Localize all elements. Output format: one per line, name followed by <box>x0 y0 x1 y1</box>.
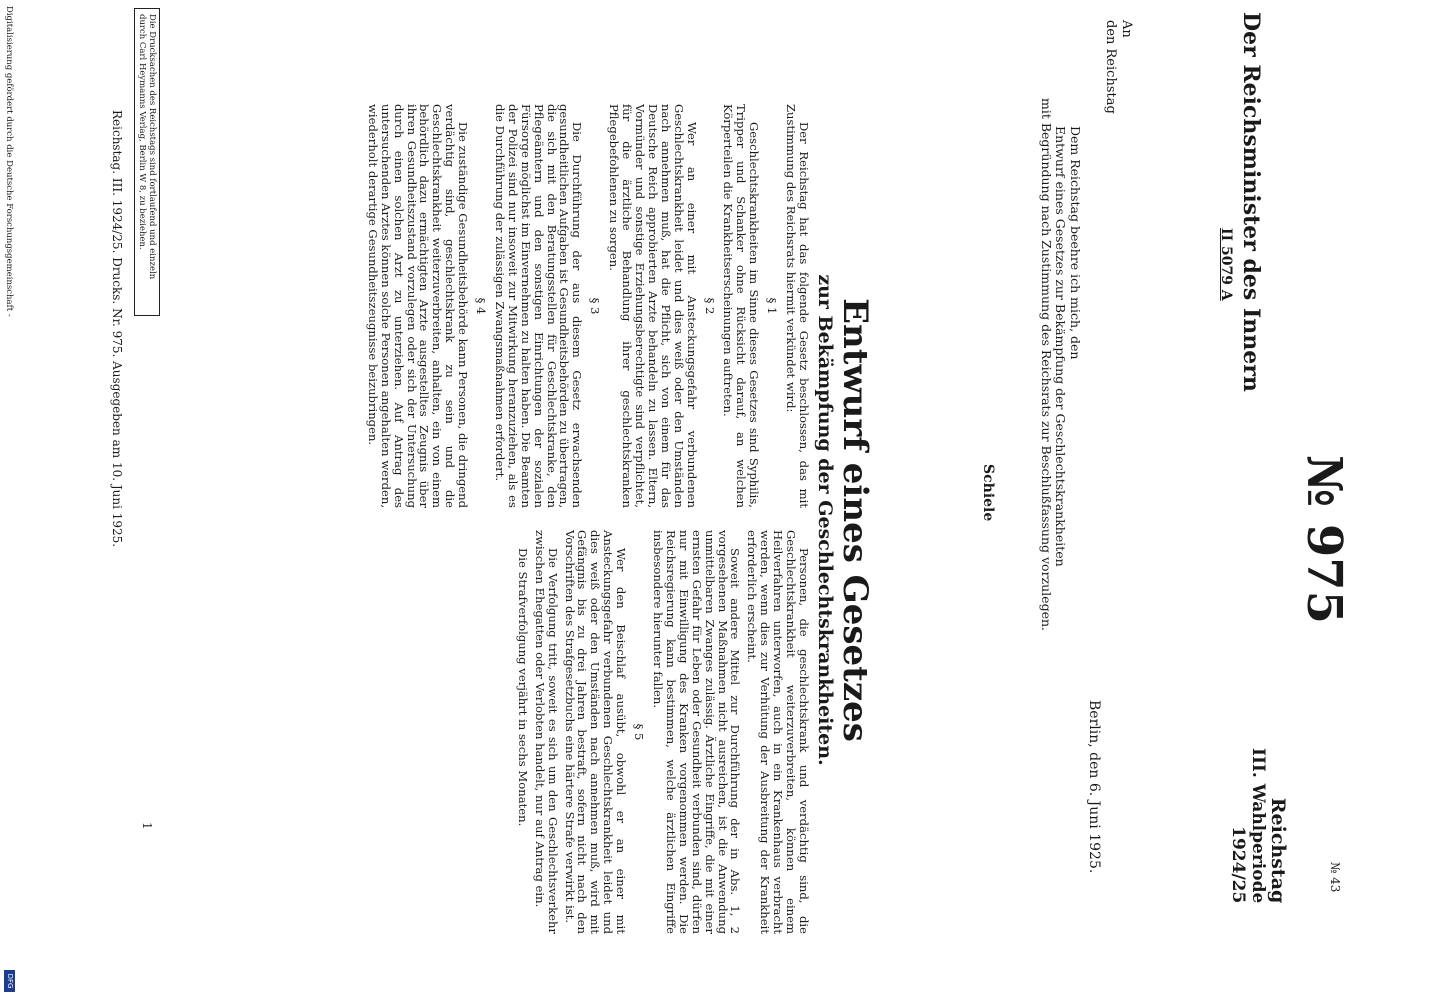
publisher-box <box>134 8 160 316</box>
section-5-text: Wer den Beischlaf ausübt, obwohl er an einer mit Ansteckungsgefahr verbundenen Geschlechtskrankheit leidet und dies weiß oder den Umständen nach annehmen muß, wird mit Gefängnis bis zu drei Jahren bestraft, sofern nicht nach den Vorschriften des Strafgesetzbuchs eine härtere Strafe verwirkt ist. <box>562 530 629 934</box>
section-4-text-3: Soweit andere Mittel zur Durchführung der in Abs. 1, 2 vorgesehenen Maßnahmen nicht ausreichen, ist die Anwendung unmittelbaren Zwanges zulässig. Ärztliche Eingriffe, die mit einer ernsten Gefahr für Leben oder Gesundheit verbunden sind, dürfen nur mit Einwilligung des Kranken vorgenommen werden. Die Reichsregierung kann bestimmen, welche ärztlichen Eingriffe insbesondere hierunter fallen. <box>651 530 743 934</box>
letter-line-3: mit Begründung nach Zustimmung des Reichsrats zur Beschlußfassung vorzulegen. <box>1039 98 1054 632</box>
parliament-name: Reichstag <box>1267 797 1289 904</box>
section-1-heading: § 1 <box>765 297 780 315</box>
dfg-logo: DFG <box>4 970 15 992</box>
corner-mark: № 43 <box>1328 862 1342 893</box>
draft-subtitle: zur Bekämpfung der Geschlechtskrankheiten. <box>814 274 836 766</box>
intro-paragraph: Der Reichstag hat das folgende Gesetz beschlossen, das mit Zustimmung des Reichsrats hiermit verkündet wird: <box>784 104 811 508</box>
section-3-heading: § 3 <box>588 297 603 315</box>
section-2-text: Wer an einer mit Ansteckungsgefahr verbundenen Geschlechtskrankheit leidet und dies weiß oder den Umständen nach annehmen muß, hat die Pflicht, sich von einem für das Deutsche Reich approbierten Arzte behandeln zu lassen. Eltern, Vormünder und sonstige Erziehungsberechtigte sind verpflichtet, für die ärztliche Behandlung ihrer geschlechtskranken Pflegebefohlenen zu sorgen. <box>607 104 699 508</box>
letter-line-2: Entwurf eines Gesetzes zur Bekämpfung der Geschlechtskrankheiten <box>1053 126 1069 567</box>
section-4-text-2: Personen, die geschlechtskrank und verdächtig sind, die Geschlechtskrankheit weiterzuverbreiten, können einem Heilverfahren unterworfen, auch in ein Krankenhaus verbracht werden, wenn dies zur Verhütung der Ausbreitung der Krankheit erforderlich erscheint. <box>745 530 811 934</box>
text-column-left <box>362 104 810 508</box>
section-1-text: Geschlechtskrankheiten im Sinne dieses Gesetzes sind Syphilis, Tripper und Schanker ohne Rücksicht darauf, an welchen Körperteilen die Krankheitserscheinungen auftreten. <box>721 104 762 508</box>
file-number: II 5079 A <box>1218 228 1234 301</box>
parliament-period: III. Wahlperiode <box>1248 748 1268 904</box>
addressee <box>1102 20 1134 114</box>
letter-line-1: Dem Reichstag beehre ich mich, den <box>1068 126 1083 360</box>
page-mark: 1 <box>140 822 154 830</box>
section-4-heading: § 4 <box>474 297 489 315</box>
addressee-line-1: An <box>1119 20 1134 38</box>
publisher-line-2: durch Carl Heymanns Verlag, Berlin W 8, zu beziehen. <box>137 14 147 250</box>
addressee-line-2: den Reichstag <box>1103 20 1118 114</box>
draft-title: Entwurf eines Gesetzes <box>835 298 875 742</box>
cover-letter <box>1039 98 1083 868</box>
ministry-heading: Der Reichsminister des Innern <box>1238 12 1264 392</box>
section-3-text: Die Durchführung der aus diesem Gesetz erwachsenden gesundheitlichen Aufgaben ist Gesundheitsbehörden zu übertragen, die sich mit den Beratungsstellen für Geschlechtskranke, den Pflegeämtern und den sonstigen Einrichtungen der sozialen Fürsorge möglichst im Einvernehmen zu halten haben. Die Beamten der Polizei sind nur insoweit zur Mitwirkung heranzuziehen, als es die Durchführung der zulässigen Zwangsmaßnahmen erfordert. <box>492 104 585 508</box>
section-4-text: Die zuständige Gesundheitsbehörde kann Personen, die dringend verdächtig sind, geschlechtskrank zu sein und die Geschlechtskrankheit weiterzuverbreiten, anhalten, ein von einem behördlich dazu ermächtigten Arzte ausgestelltes Zeugnis über ihren Gesundheitszustand vorzulegen oder sich der Untersuchung durch einen solchen Arzt zu unterziehen. Auf Antrag des untersuchenden Arztes können solche Personen angehalten werden, wiederholt derartige Gesundheitszeugnisse beizubringen. <box>365 104 471 508</box>
parliament-block <box>1228 748 1288 903</box>
section-5-text-3: Die Strafverfolgung verjährt in sechs Monaten. <box>515 548 530 827</box>
signature: Schiele <box>980 464 996 522</box>
section-5-heading: § 5 <box>632 723 647 741</box>
issue-line: Reichstag. III. 1924/25. Drucks. Nr. 975. Ausgegeben am 10. Juni 1925. <box>110 110 124 548</box>
drucksache-number: № 975 <box>1296 455 1352 625</box>
section-5-text-2: Die Verfolgung tritt, soweit es sich um den Geschlechtsverkehr zwischen Ehegatten oder Verlobten handelt, nur auf Antrag ein. <box>532 530 560 934</box>
parliament-years: 1924/25 <box>1228 826 1248 904</box>
digitization-note: Digitalisierung gefördert durch die Deutsche Forschungsgemeinschaft - <box>4 6 14 317</box>
text-column-right <box>512 530 810 934</box>
publisher-line-1: Die Drucksachen des Reichstags sind fortlaufend und einzeln <box>147 14 157 280</box>
section-2-heading: § 2 <box>702 297 717 315</box>
date-line: Berlin, den 6. Juni 1925. <box>1086 700 1102 874</box>
